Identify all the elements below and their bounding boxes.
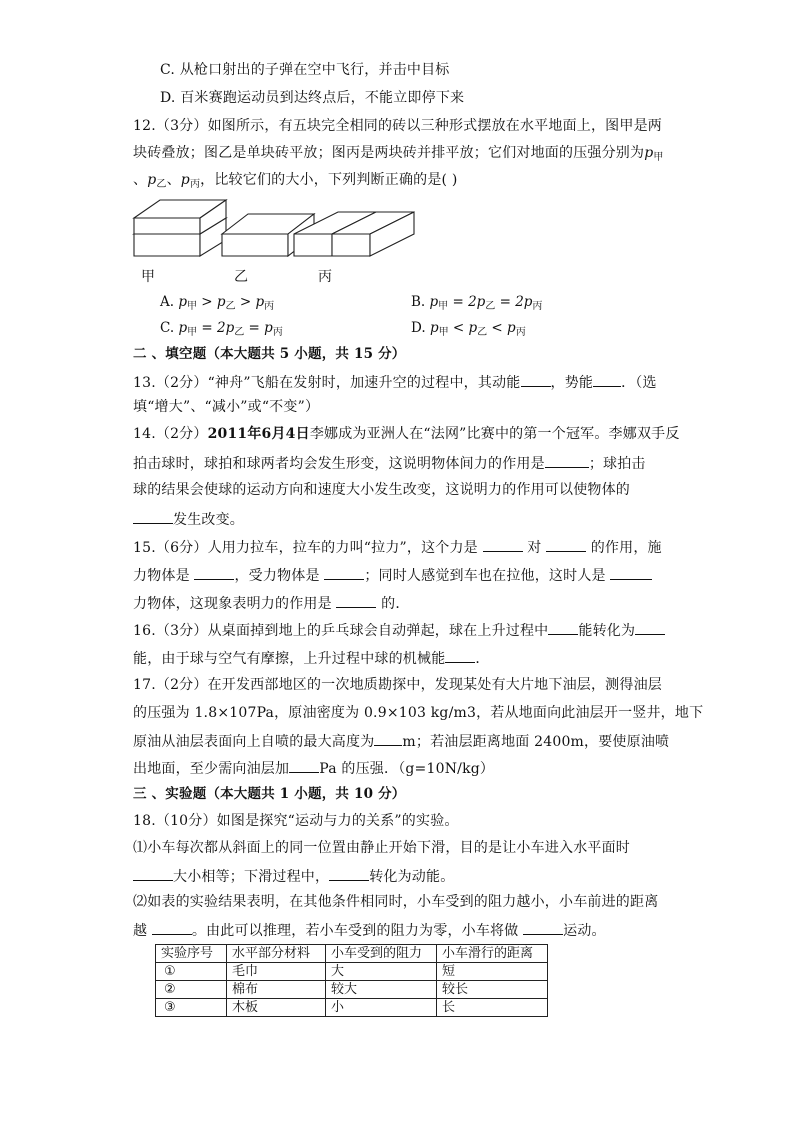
table-cell: 较长 [437, 981, 548, 999]
table-cell: 短 [437, 963, 548, 981]
q18-results-table [155, 944, 548, 1017]
q17-line1: 17.（2分）在开发西部地区的一次地质勘探中，发现某处有大片地下油层，测得油层 [133, 677, 662, 693]
q15-line1: 15.（6分）人用力拉车，拉车的力叫“拉力”，这个力是 对 的作用，施 [133, 537, 662, 557]
q18-line4: ⑵如表的实验结果表明，在其他条件相同时，小车受到的阻力越小，小车前进的距离 [133, 894, 659, 910]
q16-blank-1 [548, 620, 578, 635]
q18-blank-2 [329, 866, 369, 881]
figure-label-jia: 甲 [141, 269, 155, 285]
q14-blank-2 [133, 509, 173, 524]
q18-line5: 越 。由此可以推理，若小车受到的阻力为零，小车将做 运动。 [133, 920, 606, 940]
q11-option-c: C. 从枪口射出的子弹在空中飞行，并击中目标 [160, 62, 450, 78]
q12-option-c: C. $p_甲 = 2p_乙 = p_丙$ [160, 320, 283, 338]
q14-line1: 14.（2分）2011年6月4日李娜成为亚洲人在“法网”比赛中的第一个冠军。李娜双手反 [133, 426, 680, 442]
q18-blank-1 [133, 866, 173, 881]
sep-mark-2: 、 [166, 172, 181, 188]
q15-blank-5 [610, 565, 652, 580]
sep-mark: 、 [133, 172, 148, 188]
q16-line1: 16.（3分）从桌面掉到地上的乒乓球会自动弹起，球在上升过程中 能转化为 [133, 620, 665, 640]
q14-line2: 拍击球时，球拍和球两者均会发生形变，这说明物体间力的作用是 ；球拍击 [133, 453, 646, 473]
q12-option-a: A. $p_甲 > p_乙 > p_丙$ [160, 294, 275, 312]
q14-line4: 发生改变。 [133, 509, 244, 529]
q12-option-b: B. $p_甲 = 2p_乙 = 2p_丙$ [411, 294, 543, 312]
q17-blank-height [374, 731, 402, 746]
q17-line4: 出地面，至少需向油层加 Pa 的压强．（g=10N/kg） [133, 758, 494, 778]
q17-line2: 的压强为 1.8×107Pa，原油密度为 0.9×103 kg/m3，若从地面向此油层开一竖井，地下 [133, 705, 704, 721]
figure-label-bing: 丙 [318, 269, 332, 285]
table-cell: 大 [326, 963, 437, 981]
q11-option-d: D. 百米赛跑运动员到达终点后，不能立即停下来 [160, 90, 465, 106]
table-row [156, 999, 548, 1017]
q17-blank-pressure [289, 758, 319, 773]
q15-blank-2 [546, 537, 586, 552]
q15-blank-3 [194, 565, 234, 580]
table-cell: 较大 [326, 981, 437, 999]
table-header-cell: 小车滑行的距离 [437, 945, 548, 963]
q13-blank-potential [593, 372, 621, 387]
table-cell: ① [156, 963, 227, 981]
q16-blank-3 [445, 648, 475, 663]
q12-option-d: D. $p_甲 < p_乙 < p_丙$ [411, 320, 526, 338]
table-header-cell: 小车受到的阻力 [326, 945, 437, 963]
q15-blank-6 [336, 593, 376, 608]
table-header-row [156, 945, 548, 963]
q13-line1: 13.（2分）“神舟”飞船在发射时，加速升空的过程中，其动能 ，势能 ．（选 [133, 372, 657, 392]
table-cell: 棉布 [227, 981, 326, 999]
table-row [156, 963, 548, 981]
q14-line3: 球的结果会使球的运动方向和速度大小发生改变，这说明力的作用可以使物体的 [133, 482, 630, 498]
table-cell: 小 [326, 999, 437, 1017]
q16-blank-2 [635, 620, 665, 635]
q13-blank-kinetic [521, 372, 551, 387]
q18-line1: 18.（10分）如图是探究“运动与力的关系”的实验。 [133, 813, 459, 829]
table-row [156, 981, 548, 999]
q12-stem-line2-text: 块砖叠放；图乙是单块砖平放；图丙是两块砖并排平放；它们对地面的压强分别为 [133, 145, 645, 161]
q18-line2: ⑴小车每次都从斜面上的同一位置由静止开始下滑，目的是让小车进入水平面时 [133, 840, 630, 856]
q16-line2: 能，由于球与空气有摩擦，上升过程中球的机械能 ． [133, 648, 490, 668]
q18-blank-4 [523, 920, 563, 935]
table-cell: ② [156, 981, 227, 999]
q12-stem-line1: 12.（3分）如图所示，有五块完全相同的砖以三种形式摆放在水平地面上，图甲是两 [133, 118, 662, 134]
figure-label-yi: 乙 [234, 269, 248, 285]
q15-line2: 力物体是 ，受力物体是 ；同时人感觉到车也在拉他，这时人是 [133, 565, 652, 585]
table-cell: 毛巾 [227, 963, 326, 981]
section-2-heading: 二 、填空题（本大题共 5 小题，共 15 分） [133, 346, 406, 362]
section-3-heading: 三 、实验题（本大题共 1 小题，共 10 分） [133, 786, 406, 802]
q12-stem-line3 [133, 171, 458, 191]
brick-stack-jia [134, 200, 226, 256]
p-yi-symbol: $p_乙$ [147, 172, 167, 190]
table-cell: ③ [156, 999, 227, 1017]
q14-blank-1 [545, 453, 589, 468]
table-cell: 长 [437, 999, 548, 1017]
q13-line2: 填“增大”、“减小”或“不变”） [133, 399, 320, 415]
q15-blank-1 [483, 537, 523, 552]
q12-stem-line3-text: ，比较它们的大小，下列判断正确的是( ) [200, 172, 458, 188]
q18-blank-3 [152, 920, 192, 935]
q15-line3: 力物体，这现象表明力的作用是 的． [133, 593, 410, 613]
table-header-cell: 水平部分材料 [227, 945, 326, 963]
p-bing-symbol: $p_丙$ [180, 172, 201, 190]
q12-stem-line2 [133, 144, 664, 164]
table-cell: 木板 [227, 999, 326, 1017]
p-jia-symbol: $p_甲$ [644, 145, 664, 163]
q17-line3: 原油从油层表面向上自喷的最大高度为 m；若油层距离地面 2400m，要使原油喷 [133, 731, 669, 751]
table-header-cell: 实验序号 [156, 945, 227, 963]
q15-blank-4 [324, 565, 364, 580]
q18-line3: 大小相等；下滑过程中， 转化为动能。 [133, 866, 454, 886]
bricks-figure [128, 196, 428, 264]
